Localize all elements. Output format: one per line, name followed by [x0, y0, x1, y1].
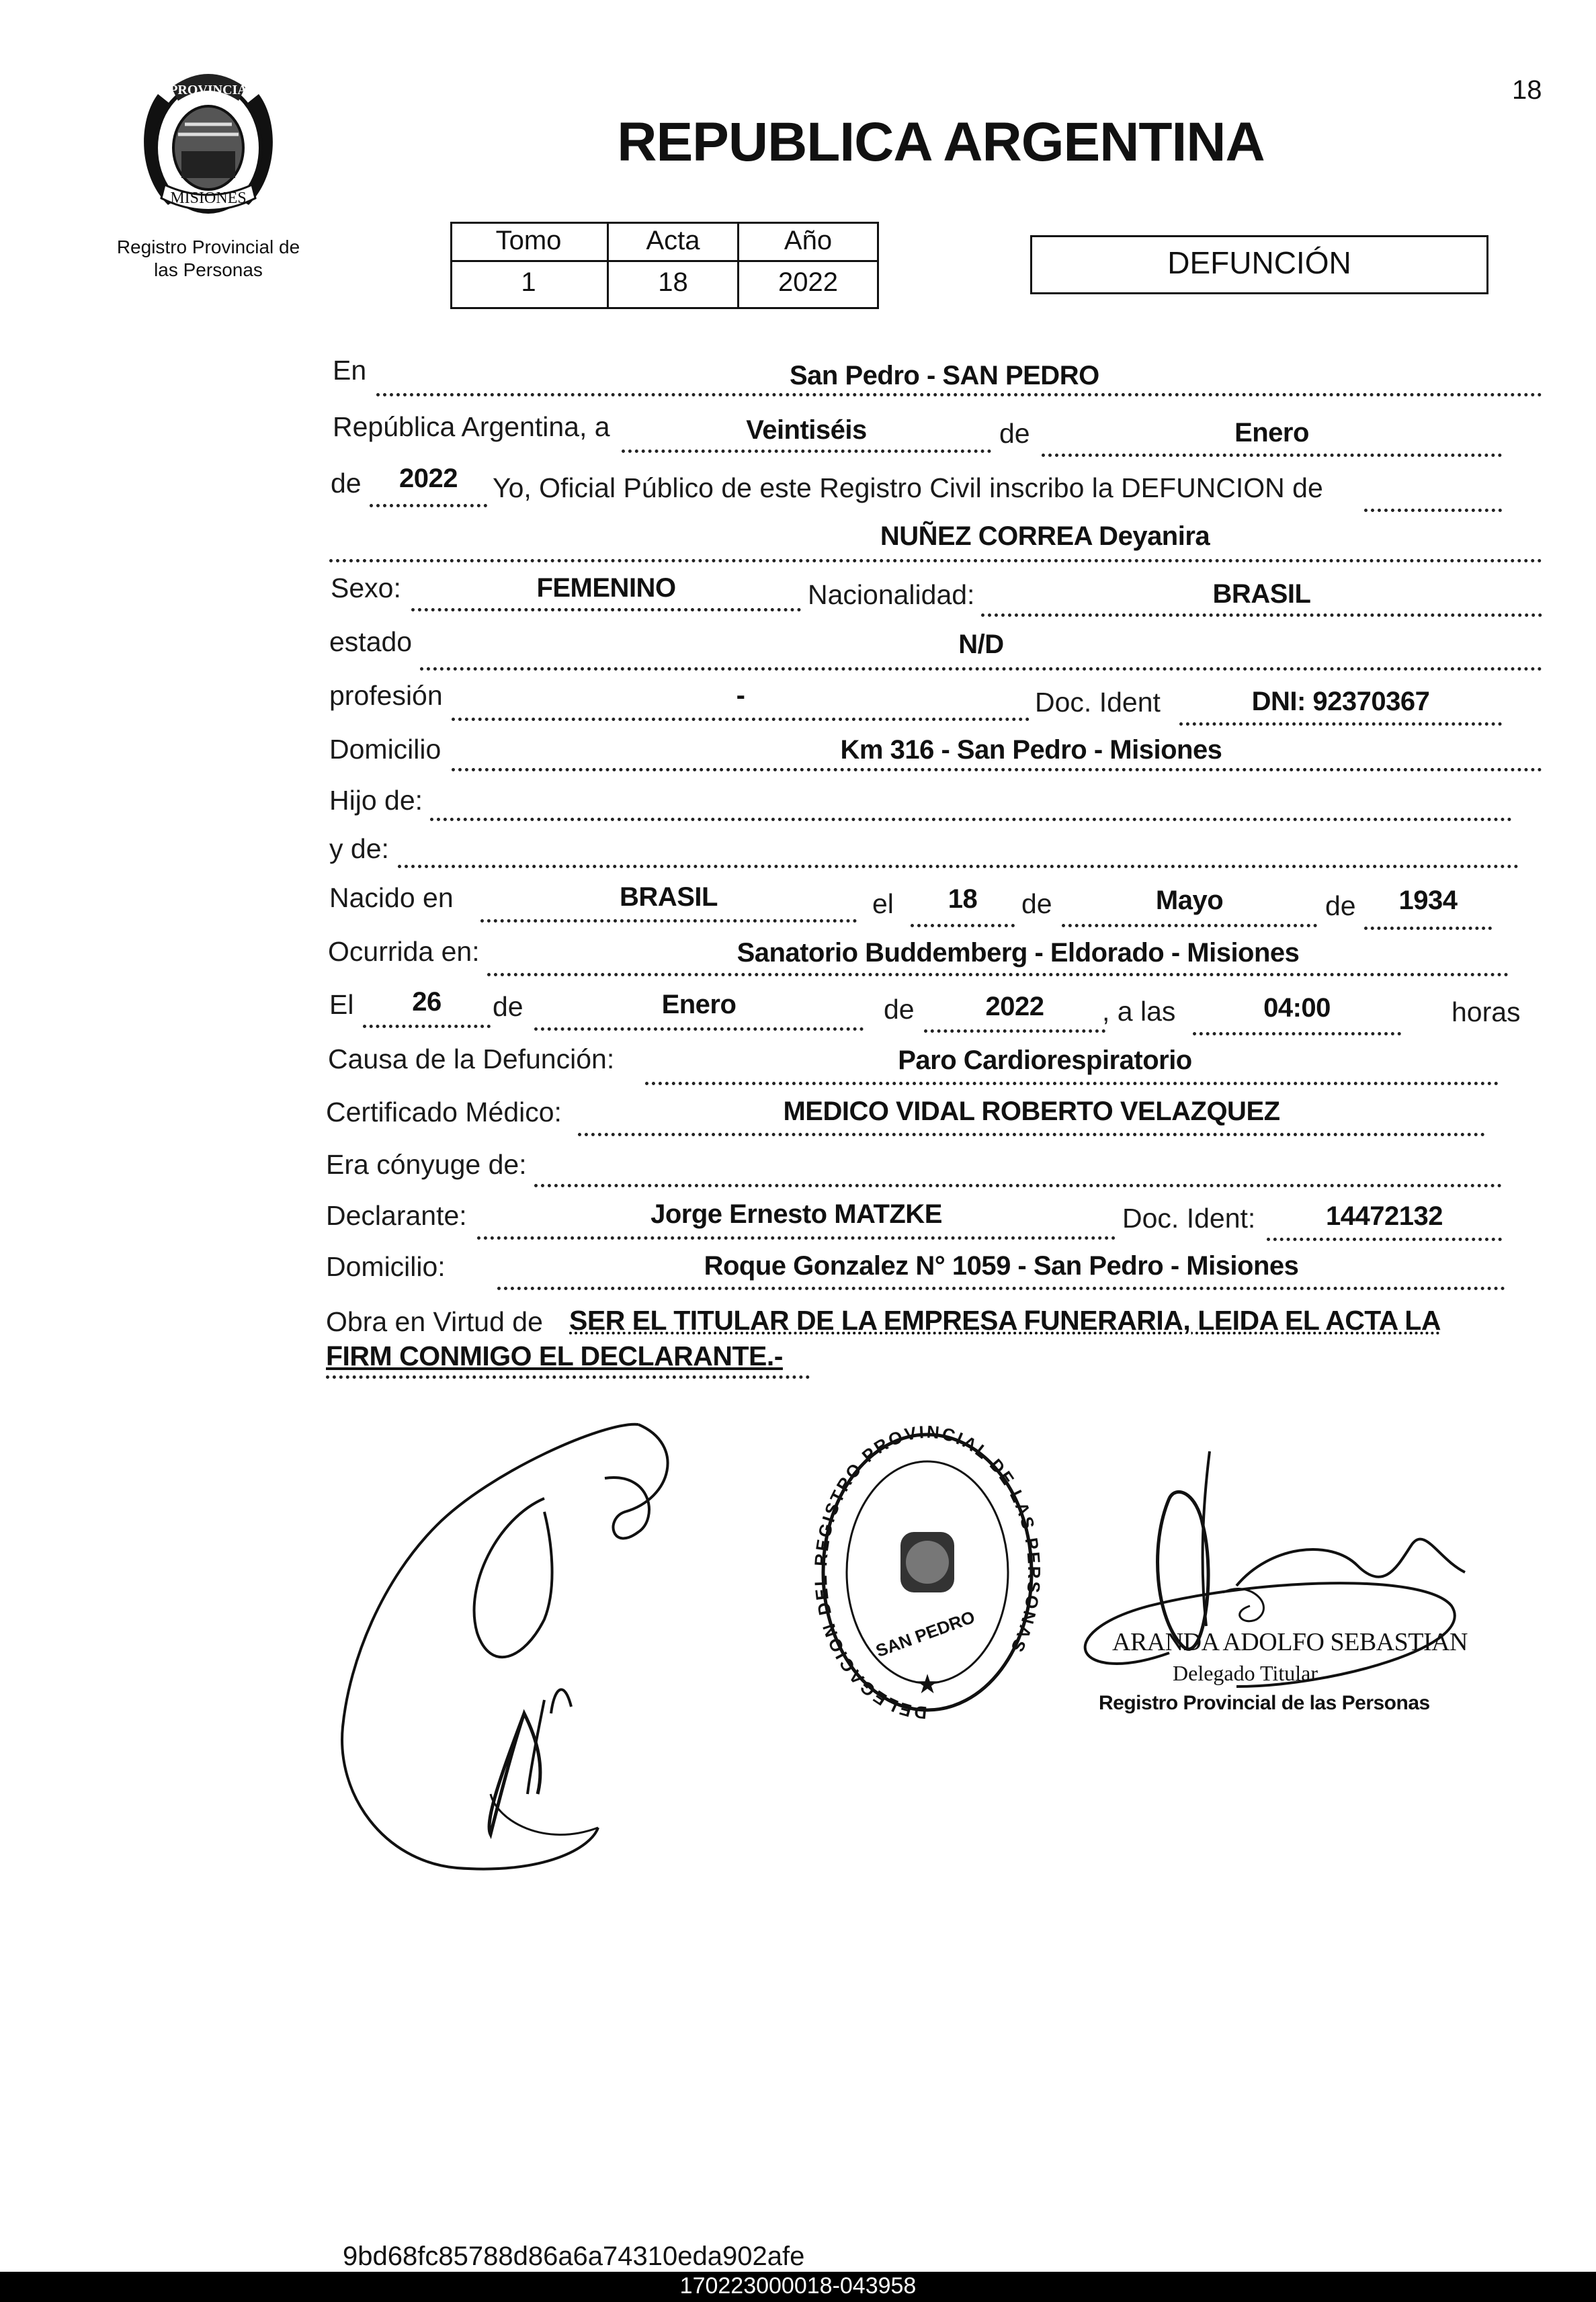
label-declarante: Declarante: [326, 1200, 467, 1231]
label-horas: horas [1452, 996, 1521, 1027]
value-sexo: FEMENINO [536, 573, 676, 603]
stamp-center-text: SAN PEDRO [873, 1607, 978, 1662]
label-de-1: de [999, 418, 1030, 449]
stamp-ring-text: DELEGACION DEL REGISTRO PROVINCIAL DE LAS PERSONAS [810, 1424, 1045, 1723]
value-def-mes: Enero [661, 990, 737, 1019]
value-declarante-doc: 14472132 [1326, 1201, 1443, 1231]
value-documento: DNI: 92370367 [1251, 687, 1430, 716]
value-nac-dia: 18 [948, 884, 978, 914]
label-profesion: profesión [329, 680, 443, 711]
value-estado: N/D [958, 630, 1004, 659]
record-type-label: DEFUNCIÓN [1167, 245, 1351, 280]
label-de-3: de [1021, 888, 1052, 919]
label-certificado: Certificado Médico: [326, 1097, 562, 1127]
official-name: ARANDA ADOLFO SEBASTIAN [1112, 1628, 1468, 1656]
value-declarante: Jorge Ernesto MATZKE [650, 1199, 942, 1229]
table-header-anio: Año [784, 226, 833, 255]
label-de-4: de [1325, 890, 1356, 921]
label-de-2: de [331, 468, 362, 499]
label-estado: estado [329, 626, 413, 657]
value-ocurrida-en: Sanatorio Buddemberg - Eldorado - Misiones [737, 938, 1300, 968]
official-organization: Registro Provincial de las Personas [1099, 1692, 1430, 1714]
label-hijo-de: Hijo de: [329, 785, 423, 816]
value-nac-mes: Mayo [1155, 886, 1224, 915]
table-header-acta: Acta [646, 226, 700, 255]
page-number: 18 [1512, 75, 1542, 105]
table-value-tomo: 1 [521, 267, 536, 297]
label-a-las: , a las [1102, 996, 1176, 1027]
label-causa: Causa de la Defunción: [328, 1043, 615, 1074]
label-nacido-en: Nacido en [329, 882, 454, 913]
value-mes: Enero [1234, 418, 1309, 447]
value-anio: 2022 [399, 464, 458, 493]
label-en: En [333, 355, 367, 386]
label-ocurrida-en: Ocurrida en: [328, 936, 480, 967]
svg-text:★: ★ [915, 1670, 939, 1699]
value-nac-anio: 1934 [1398, 886, 1458, 915]
label-doc-ident: Doc. Ident [1035, 687, 1161, 718]
label-domicilio: Domicilio [329, 734, 442, 765]
label-el-2: El [329, 989, 354, 1020]
value-dia-texto: Veintiséis [746, 415, 867, 445]
label-el: el [872, 888, 894, 919]
value-certificado: MEDICO VIDAL ROBERTO VELAZQUEZ [783, 1097, 1280, 1126]
value-def-dia: 26 [412, 987, 442, 1017]
table-header-tomo: Tomo [495, 226, 562, 255]
footer-code: 170223000018-043958 [679, 2273, 917, 2299]
table-value-acta: 18 [658, 267, 688, 297]
value-declarante-domicilio: Roque Gonzalez N° 1059 - San Pedro - Misiones [704, 1251, 1299, 1281]
value-nombre: NUÑEZ CORREA Deyanira [880, 521, 1210, 551]
table-value-anio: 2022 [778, 267, 838, 297]
value-def-anio: 2022 [985, 992, 1044, 1021]
label-de-5: de [493, 991, 523, 1022]
value-domicilio: Km 316 - San Pedro - Misiones [840, 735, 1222, 765]
registry-name-line1: Registro Provincial de [116, 237, 300, 257]
value-lugar: San Pedro - SAN PEDRO [790, 361, 1099, 390]
value-obra-line1: SER EL TITULAR DE LA EMPRESA FUNERARIA, LEIDA EL ACTA LA [569, 1305, 1441, 1336]
label-domicilio-2: Domicilio: [326, 1251, 446, 1282]
svg-text:PROVINCIA: PROVINCIA [169, 83, 247, 97]
value-def-hora: 04:00 [1263, 993, 1331, 1023]
official-stamp [806, 1424, 1048, 1734]
value-obra-line2: FIRM CONMIGO EL DECLARANTE.- [326, 1340, 783, 1371]
label-y-de: y de: [329, 833, 389, 864]
value-profesion: - [736, 681, 745, 710]
value-nacionalidad: BRASIL [1212, 579, 1311, 609]
label-conyuge: Era cónyuge de: [326, 1149, 527, 1180]
document-hash: 9bd68fc85788d86a6a74310eda902afe [343, 2242, 805, 2271]
value-nacido-en: BRASIL [620, 882, 718, 912]
label-yo-oficial: Yo, Oficial Público de este Registro Civil inscribo la DEFUNCION de [493, 472, 1323, 503]
provincial-seal-logo [131, 60, 286, 222]
declarant-signature [323, 1418, 699, 1888]
label-sexo: Sexo: [331, 572, 401, 603]
label-republica: República Argentina, a [333, 411, 610, 442]
label-obra: Obra en Virtud de [326, 1306, 543, 1337]
label-nacionalidad: Nacionalidad: [808, 579, 975, 610]
registry-name-line2: las Personas [154, 259, 263, 280]
document-title: REPUBLICA ARGENTINA [617, 112, 1265, 173]
svg-text:MISIONES: MISIONES [170, 189, 247, 207]
label-doc-ident-2: Doc. Ident: [1122, 1203, 1256, 1234]
label-de-6: de [884, 994, 915, 1025]
official-title: Delegado Titular [1173, 1661, 1318, 1685]
value-causa: Paro Cardiorespiratorio [898, 1046, 1192, 1075]
